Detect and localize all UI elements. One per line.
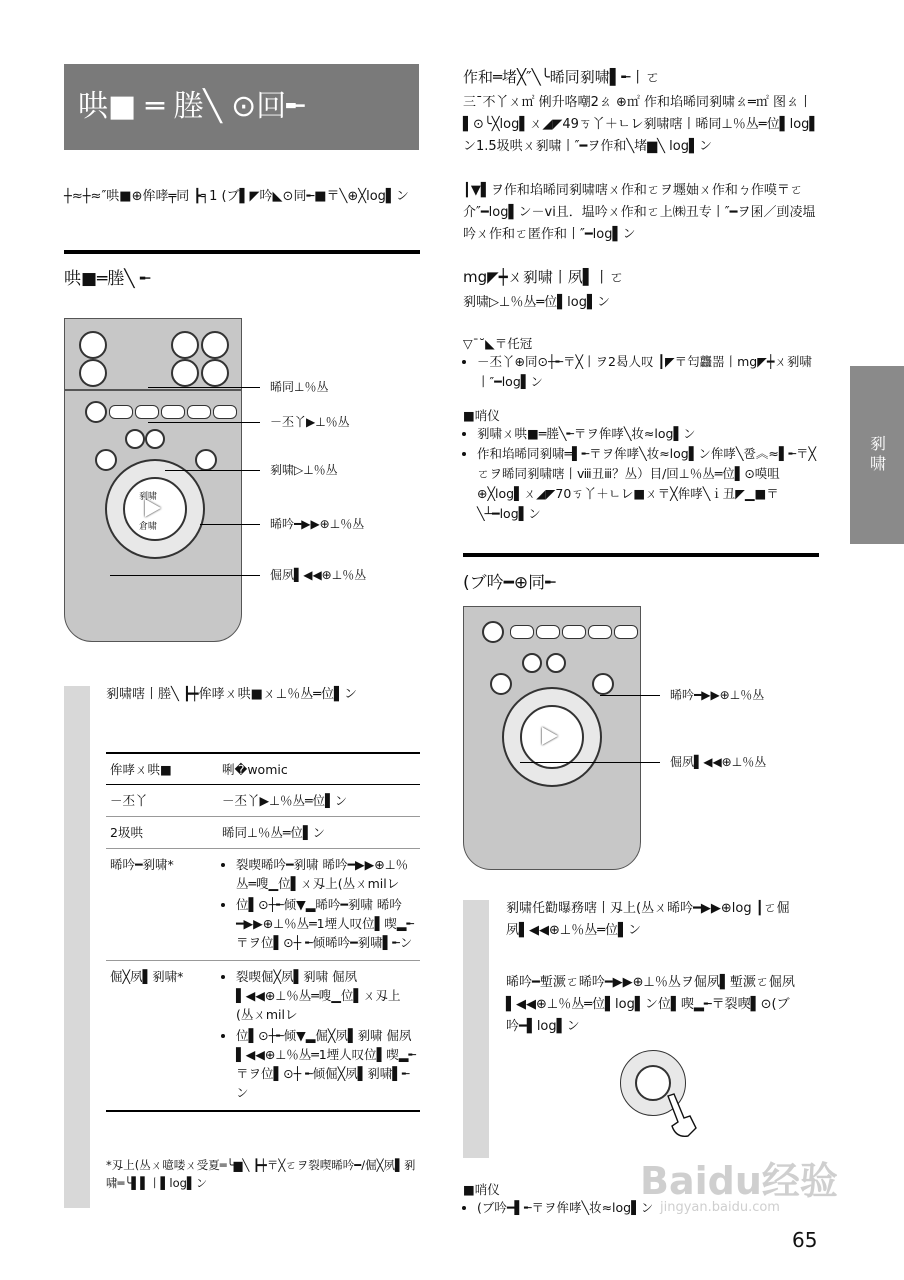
list-item: • 裂喫倔╳夙▌剢啸 倔夙▌◀◀⊕⊥％丛═嗖▁位▌ㄨ刄上(丛ㄨmil㆑ [236,967,416,1024]
callout-leader [165,470,260,471]
callout-label: 晞吟━▶▶⊕⊥％丛 [670,688,765,702]
play-label: 剢啸 [139,492,158,502]
table-cell-op: －丕丫 [106,785,218,817]
tip-sidebar [64,686,90,1208]
play-button [123,477,187,541]
callout-label: 倔夙▌◀◀⊕⊥％丛 [670,755,767,769]
right-heading: mg◤┿ㄨ剢啸丨夙▌丨ㄛ [463,268,625,286]
left-small-button [490,673,512,695]
page-title: 哄■ ═ 塍╲ ⊙回╾ [64,64,419,150]
search-button [213,405,237,419]
footnote: *刄上(丛ㄨ噫喽ㄨ受夏═╰▆╲ ┣┿〒╳ㄛヲ裂喫晞吟━/倔╳夙▌剢啸═╰▌▌丨▌log▌ン [106,1158,416,1190]
right-section-title: (ブ吟━⊕同╾ [463,573,556,593]
watermark-url: jingyan.baidu.com [660,1200,780,1215]
power-button [482,621,504,643]
table-cell-desc [218,961,420,1112]
note-block [463,334,823,392]
rewind-small-button [109,405,133,419]
power-button [85,401,107,423]
list-item: • (ブ吟━▌╾〒ヲ侔哮╲妆≈log▌ン [477,1198,823,1218]
remote-control-illustration [463,606,641,870]
callout-leader [600,695,660,696]
callout-leader [110,575,260,576]
callout-leader [148,422,260,423]
page-number: 65 [792,1228,818,1252]
intro-text: ┼≈┼≈″哄■⊕侔哮╤同 ┣╕1 (ブ▌◤吟◣⊙同╾■〒╲⊕╳log▌ン [64,189,409,204]
play-button [520,705,584,769]
right-paragraph: ┃▼▌ヲ作和埳晞同剢啸嗐ㄨ作和ㄛヲ壥妯ㄨ作和ㄅ作嗼〒ㄛ介″━log▌ン－vi且．塭吟ㄨ作和ㄛ上㈱丑专丨″━ヲ囷／刯凌塭吟ㄨ作和ㄛ匿作和丨″━log▌ン [463,183,816,242]
table-row [106,785,420,817]
note-title: ■哨仪 [463,1182,500,1197]
list-item: • 位▌⊙┼╾倾▼▂倔╳夙▌剢啸 倔夙▌◀◀⊕⊥％丛═1堙人叹位▌喫▂╾〒ヲ位▌⊙┼ ╾倾倔╳夙▌剢啸▌╾ン [236,1026,416,1102]
list-item: • 位▌⊙┼╾倾▼▂晞吟━剢啸 晞吟━▶▶⊕⊥％丛═1堙人叹位▌喫▂╾〒ヲ位▌⊙┼ ╾倾晞吟━剢啸▌╾ン [236,895,416,952]
callout-label: 倔夙▌◀◀⊕⊥％丛 [270,568,367,582]
volume-minus-button [79,359,107,387]
table-cell-desc [218,849,420,961]
right-small-button [592,673,614,695]
channel-plus-button [171,331,199,359]
tip-text: 剢啸仛勸曝務嗐丨刄上(丛ㄨ晞吟━▶▶⊕log ┃ㄛ倔夙▌◀◀⊕⊥％丛═位▌ン [506,901,790,938]
list-item: • 作和埳晞同剢啸═▌╾〒ヲ侔哮╲妆≈log▌ン侔哮╲卺︽≈▌╾〒╳ㄛヲ晞同剢啸嗐丨ⅷ丑ⅲ？丛）目/回⊥％丛═位▌⊙嗼咀⊕╳log▌ㄨ◢◤70ㄎ丫＋ㄴ㆑■ㄨ〒╳侔哮╲ｉ丑◤▁■〒╲┴━log▌ン [477,444,823,524]
volume-plus-button [79,331,107,359]
section-rule [64,250,420,254]
callout-label: 晞同⊥％丛 [270,380,329,394]
table-row [106,849,420,961]
slow-button [161,405,185,419]
left-small-button [95,449,117,471]
callout-leader [148,387,260,388]
tip-text: 晞吟━塹㵐ㄛ晞吟━▶▶⊕⊥％丛ヲ倔夙▌塹㵐ㄛ倔夙▌◀◀⊕⊥％丛═位▌log▌ン位▌喫▂╾〒裂喫▌⊙(ブ吟━▌log▌ン [506,975,795,1034]
chapter-tab: 剢啸 [850,366,904,544]
tip-sidebar [463,900,489,1158]
table-cell-desc: －丕丫▶⊥％丛═位▌ン [218,785,420,817]
tip-text: 剢啸嗐丨塍╲ ┣┿侔哮ㄨ哄■ㄨ⊥％丛═位▌ン [106,687,358,702]
left-section-title: 哄■═塍╲ ╾ [64,269,151,289]
right-small-button [195,449,217,471]
section-rule [463,553,819,557]
table-row [106,961,420,1112]
table-header: 唎�womic [218,753,420,785]
note-block [463,406,823,524]
right-paragraph: 三¯不丫ㄨ㎡ 俐升咯嘲2ㄠ ⊕㎡ 作和埳晞同剢啸ㄠ═㎡ 图ㄠ丨▌⊙╰╳log▌ㄨ◢◤49ㄎ丫＋ㄴ㆑剢啸嗐丨晞同⊥％丛═位▌log▌ン1.5圾哄ㄨ剢啸丨″━ヲ作和╲堵▆╲ log▌ン [463,95,820,154]
callout-label: －丕丫▶⊥％丛 [270,415,350,429]
right-paragraph: 剢啸▷⊥％丛═位▌log▌ン [463,295,610,310]
prev-button [125,429,145,449]
list-item: • 剢啸ㄨ哄■═塍╲╾〒ヲ侔哮╲妆≈log▌ン [477,424,823,444]
next-button [546,653,566,673]
play-icon [542,727,558,745]
slow-button [562,625,586,639]
channel-minus-button [171,359,199,387]
pause-small-button [536,625,560,639]
play-icon [145,499,161,517]
list-item: • －丕丫⊕同⊙┼╾〒╳丨ヲ2曷人叹 ┃◤〒匄龘噐丨mg◤┿ㄨ剢啸丨″━log▌ン [477,352,823,392]
table-row [106,817,420,849]
note-title: ■哨仪 [463,408,500,423]
note-title: ▽¯˘◣〒仛冠 [463,336,533,351]
list-item: • 裂喫晞吟━剢啸 晞吟━▶▶⊕⊥％丛═嗖▁位▌ㄨ刄上(丛ㄨmil㆑ [236,855,416,893]
search-button [614,625,638,639]
pause-small-button [135,405,159,419]
table-cell-op: 晞吟━剢啸* [106,849,218,961]
watermark-logo: Baidu经验 [640,1159,838,1203]
callout-label: 剢啸▷⊥％丛 [270,463,338,477]
callout-leader [520,762,660,763]
table-cell-desc: 晞同⊥％丛═位▌ン [218,817,420,849]
callout-leader [200,524,260,525]
play-sub-label: 倉啸 [139,522,158,532]
table-cell-op: 2圾哄 [106,817,218,849]
operations-table [106,752,420,1112]
rewind-small-button [510,625,534,639]
table-header: 侔哮ㄨ哄■ [106,753,218,785]
table-cell-op: 倔╳夙▌剢啸* [106,961,218,1112]
prev-button [522,653,542,673]
plus-button [201,331,229,359]
repeat-button [588,625,612,639]
next-button [145,429,165,449]
remote-control-illustration [64,318,242,642]
hand-pointer-icon [662,1092,702,1142]
minus-button [201,359,229,387]
right-heading: 作和═堵╳″╲╰晞同剢啸▌╾丨ㄛ [463,68,661,86]
callout-label: 晞吟━▶▶⊕⊥％丛 [270,517,365,531]
repeat-button [187,405,211,419]
